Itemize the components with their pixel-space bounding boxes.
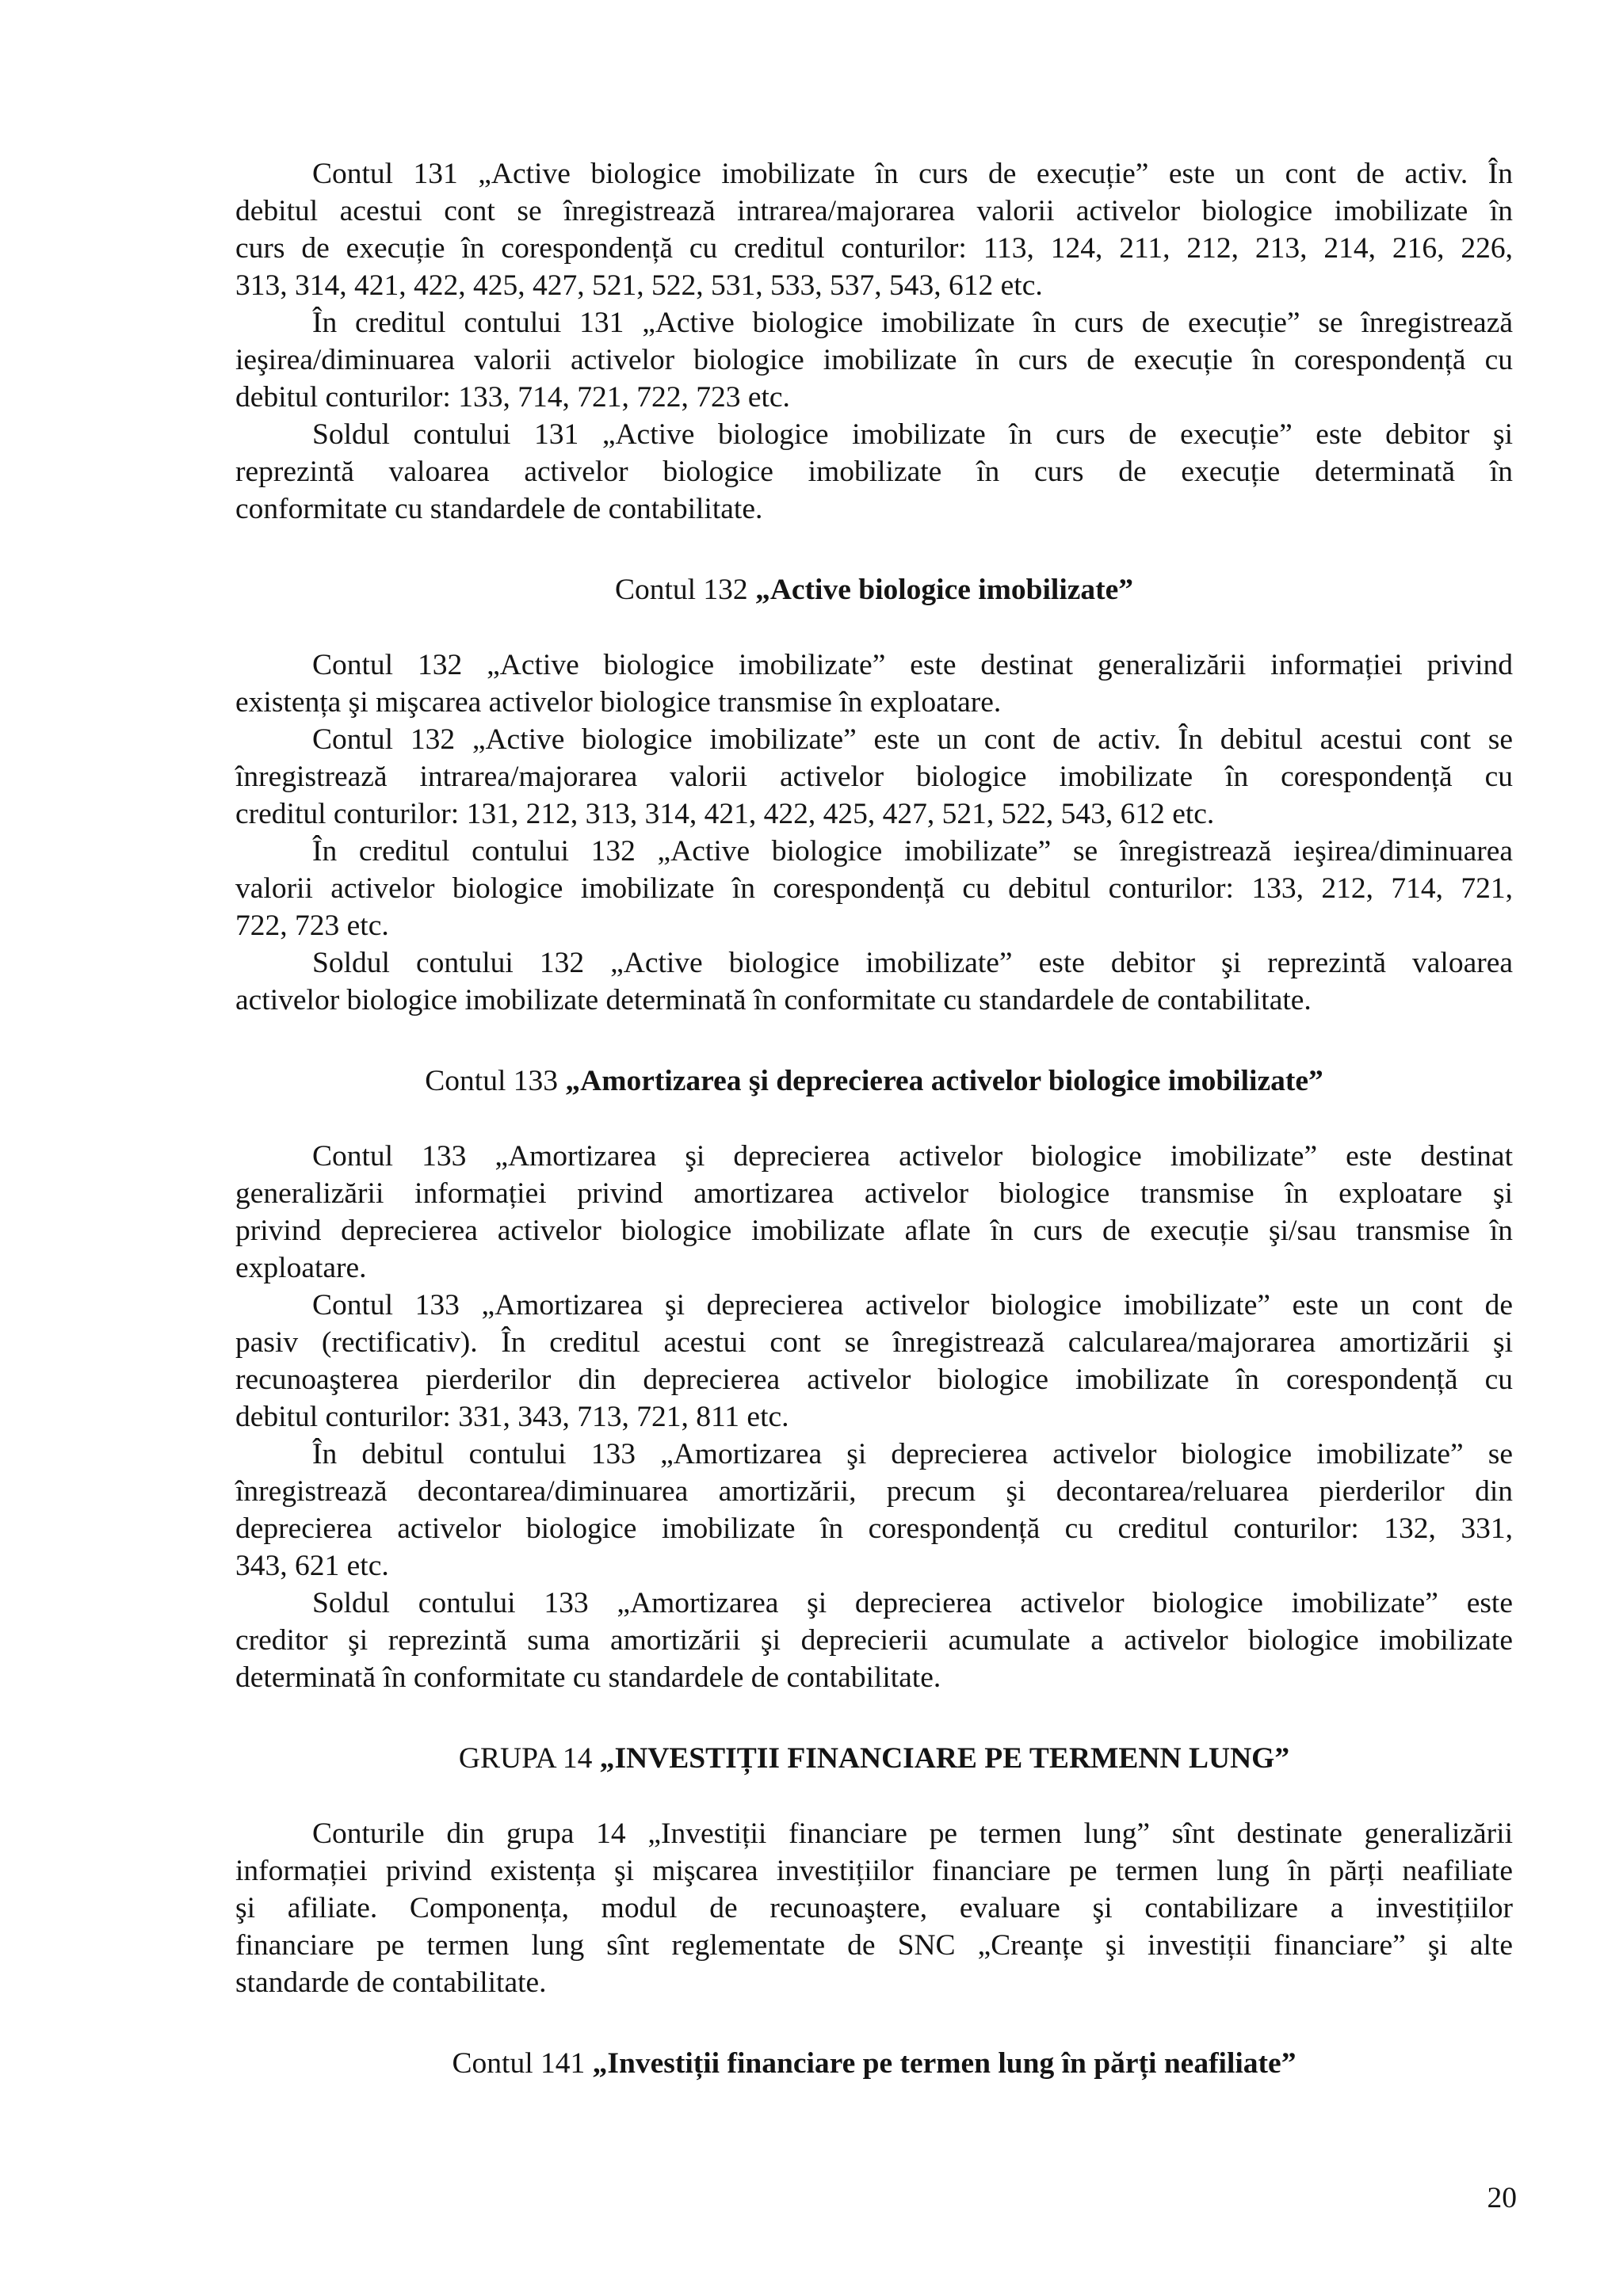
document-body bbox=[235, 155, 1513, 2120]
section-heading bbox=[235, 1062, 1513, 1100]
paragraph-line: creditul conturilor: 131, 212, 313, 314, 421, 422, 425, 427, 521, 522, 543, 612 etc. bbox=[235, 798, 1215, 830]
paragraph bbox=[235, 1436, 1513, 1585]
paragraph-line: debitul conturilor: 133, 714, 721, 722, 723 etc. bbox=[235, 381, 790, 414]
heading-prefix: GRUPA 14 bbox=[458, 1742, 593, 1775]
heading-prefix: Contul 133 bbox=[425, 1065, 559, 1097]
paragraph-line: În creditul contului 132 „Active biologice imobilizate” se înregistrează ieşirea/diminuarea bbox=[312, 835, 1513, 868]
paragraph-line: În debitul contului 133 „Amortizarea şi deprecierea activelor biologice imobilizate” se bbox=[312, 1438, 1513, 1470]
heading-prefix: Contul 132 bbox=[614, 574, 748, 606]
paragraph-line: şi afiliate. Componența, modul de recunoaştere, evaluare şi contabilizare a investițiilor bbox=[235, 1892, 1513, 1924]
paragraph bbox=[235, 1138, 1513, 1287]
paragraph-line: reprezintă valoarea activelor biologice imobilizate în curs de execuție determinată în bbox=[235, 456, 1513, 488]
paragraph-line: activelor biologice imobilizate determinată în conformitate cu standardele de contabilitate. bbox=[235, 984, 1312, 1016]
paragraph-line: privind deprecierea activelor biologice imobilizate aflate în curs de execuție şi/sau transmise în bbox=[235, 1215, 1513, 1247]
paragraph-line: 343, 621 etc. bbox=[235, 1550, 389, 1582]
paragraph bbox=[235, 833, 1513, 944]
paragraph-line: Contul 131 „Active biologice imobilizate în curs de execuție” este un cont de activ. În bbox=[312, 158, 1513, 190]
paragraph-line: Soldul contului 131 „Active biologice imobilizate în curs de execuție” este debitor şi bbox=[312, 418, 1513, 451]
paragraph-line: 722, 723 etc. bbox=[235, 910, 389, 942]
paragraph bbox=[235, 1815, 1513, 2001]
paragraph-line: Contul 132 „Active biologice imobilizate” este destinat generalizării informației privind bbox=[312, 649, 1513, 681]
paragraph-line: financiare pe termen lung sînt reglementate de SNC „Creanțe şi investiții financiare” şi alte bbox=[235, 1929, 1513, 1962]
heading-prefix: Contul 141 bbox=[452, 2047, 586, 2080]
section-heading bbox=[235, 1740, 1513, 1777]
paragraph-line: Soldul contului 133 „Amortizarea şi deprecierea activelor biologice imobilizate” este bbox=[312, 1587, 1513, 1619]
paragraph-line: Contul 132 „Active biologice imobilizate” este un cont de activ. În debitul acestui cont se bbox=[312, 723, 1513, 756]
paragraph-line: Contul 133 „Amortizarea şi deprecierea activelor biologice imobilizate” este un cont de bbox=[312, 1289, 1513, 1322]
section-heading bbox=[235, 2045, 1513, 2082]
paragraph-line: Contul 133 „Amortizarea şi deprecierea activelor biologice imobilizate” este destinat bbox=[312, 1140, 1513, 1173]
paragraph-line: conformitate cu standardele de contabilitate. bbox=[235, 493, 763, 525]
paragraph-line: curs de execuție în corespondență cu creditul conturilor: 113, 124, 211, 212, 213, 214, 216, 226, bbox=[235, 232, 1513, 265]
paragraph-line: înregistrează decontarea/diminuarea amortizării, precum şi decontarea/reluarea pierderilor din bbox=[235, 1475, 1513, 1508]
paragraph-line: existența şi mişcarea activelor biologice transmise în exploatare. bbox=[235, 686, 1002, 719]
paragraph-line: Soldul contului 132 „Active biologice imobilizate” este debitor şi reprezintă valoarea bbox=[312, 947, 1513, 979]
section-heading bbox=[235, 571, 1513, 608]
paragraph-line: recunoaşterea pierderilor din deprecierea activelor biologice imobilizate în corespondență cu bbox=[235, 1363, 1513, 1396]
paragraph-line: debitul acestui cont se înregistrează intrarea/majorarea valorii activelor biologice imobilizate în bbox=[235, 195, 1513, 227]
paragraph-line: deprecierea activelor biologice imobilizate în corespondență cu creditul conturilor: 132, 331, bbox=[235, 1512, 1513, 1545]
heading-title: „Amortizarea şi deprecierea activelor biologice imobilizate” bbox=[565, 1065, 1323, 1097]
paragraph bbox=[235, 721, 1513, 833]
paragraph-line: standarde de contabilitate. bbox=[235, 1966, 547, 1999]
paragraph bbox=[235, 155, 1513, 304]
paragraph bbox=[235, 944, 1513, 1019]
paragraph-line: 313, 314, 421, 422, 425, 427, 521, 522, 531, 533, 537, 543, 612 etc. bbox=[235, 269, 1043, 302]
paragraph-line: înregistrează intrarea/majorarea valorii activelor biologice imobilizate în corespondență cu bbox=[235, 761, 1513, 793]
paragraph bbox=[235, 646, 1513, 721]
heading-title: „Active biologice imobilizate” bbox=[755, 574, 1134, 606]
paragraph bbox=[235, 304, 1513, 416]
heading-title: „INVESTIȚII FINANCIARE PE TERMENN LUNG” bbox=[599, 1742, 1290, 1775]
paragraph bbox=[235, 1585, 1513, 1696]
paragraph bbox=[235, 416, 1513, 528]
paragraph-line: Conturile din grupa 14 „Investiții financiare pe termen lung” sînt destinate generalizării bbox=[312, 1817, 1513, 1850]
heading-title: „Investiții financiare pe termen lung în părți neafiliate” bbox=[592, 2047, 1296, 2080]
paragraph-line: generalizării informației privind amortizarea activelor biologice transmise în exploatare şi bbox=[235, 1177, 1513, 1210]
paragraph-line: valorii activelor biologice imobilizate în corespondență cu debitul conturilor: 133, 212, 714, 721, bbox=[235, 872, 1513, 905]
paragraph bbox=[235, 1287, 1513, 1436]
paragraph-line: debitul conturilor: 331, 343, 713, 721, 811 etc. bbox=[235, 1401, 789, 1433]
paragraph-line: informației privind existența şi mişcarea investițiilor financiare pe termen lung în părți neafiliate bbox=[235, 1855, 1513, 1887]
paragraph-line: În creditul contului 131 „Active biologice imobilizate în curs de execuție” se înregistrează bbox=[312, 307, 1513, 339]
paragraph-line: pasiv (rectificativ). În creditul acestui cont se înregistrează calcularea/majorarea amortizării şi bbox=[235, 1326, 1513, 1359]
paragraph-line: ieşirea/diminuarea valorii activelor biologice imobilizate în curs de execuție în corespondență cu bbox=[235, 344, 1513, 376]
paragraph-line: determinată în conformitate cu standardele de contabilitate. bbox=[235, 1661, 941, 1694]
paragraph-line: creditor şi reprezintă suma amortizării şi deprecierii acumulate a activelor biologice imobilizate bbox=[235, 1624, 1513, 1657]
paragraph-line: exploatare. bbox=[235, 1252, 367, 1284]
page-number: 20 bbox=[1487, 2182, 1517, 2214]
